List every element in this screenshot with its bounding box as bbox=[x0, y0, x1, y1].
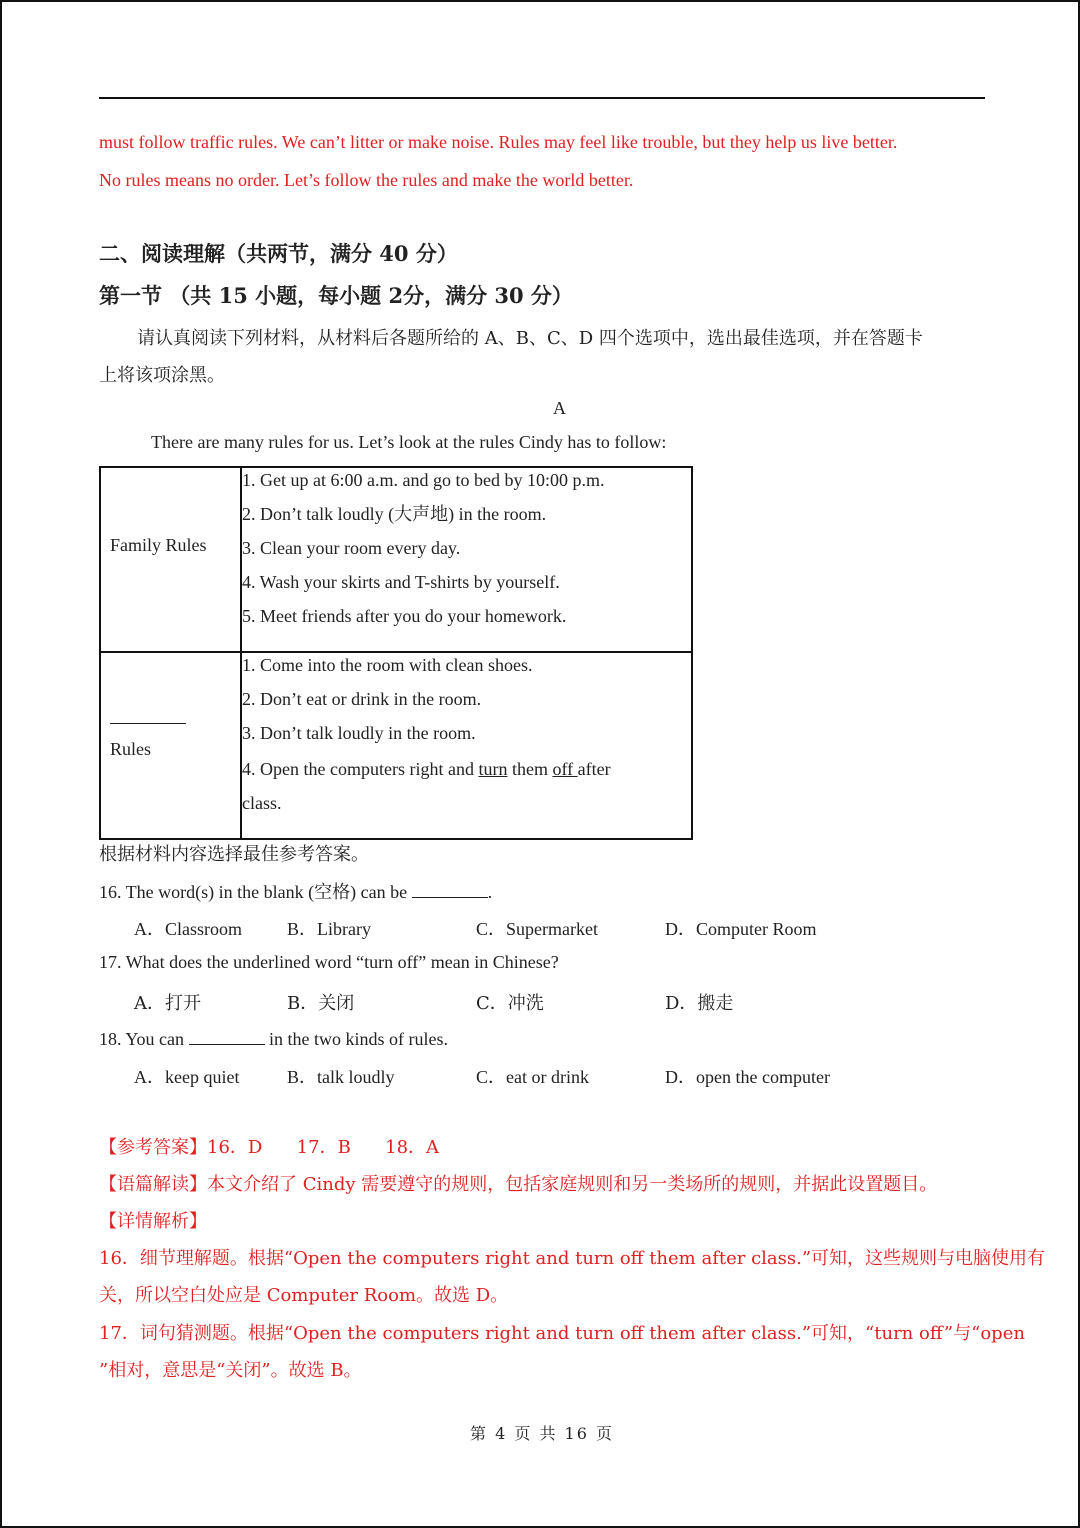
q16-explanation-line2: 关，所以空白处应是 Computer Room。故选 D。 bbox=[99, 1285, 509, 1306]
instruction-line1: 请认真阅读下列材料，从材料后各题所给的 A、B、C、D 四个选项中，选出最佳选项，并在答题卡 bbox=[137, 328, 923, 349]
passage-intro: There are many rules for us. Let’s look at the rules Cindy has to follow: bbox=[151, 432, 667, 452]
second-rules-label-cell bbox=[100, 652, 241, 839]
second-rules-row bbox=[100, 652, 692, 839]
q16-option-d[interactable]: D．Computer Room bbox=[665, 919, 817, 939]
rule4-suffix: after bbox=[577, 759, 611, 779]
red-intro-line2: No rules means no order. Let’s follow the rules and make the world better. bbox=[99, 170, 634, 190]
q17-option-c[interactable]: C．冲洗 bbox=[476, 993, 544, 1014]
family-rule-3: 3. Clean your room every day. bbox=[242, 538, 461, 558]
q16-blank bbox=[412, 879, 488, 898]
q16-option-c[interactable]: C．Supermarket bbox=[476, 919, 598, 939]
q18-option-b[interactable]: B．talk loudly bbox=[287, 1067, 395, 1087]
q16-option-b[interactable]: B．Library bbox=[287, 919, 371, 939]
q16-stem-end: . bbox=[487, 882, 493, 902]
second-rule-2: 2. Don’t eat or drink in the room. bbox=[242, 689, 482, 709]
detail-heading: 【详情解析】 bbox=[99, 1211, 207, 1232]
section-heading: 二、阅读理解（共两节，满分 40 分） bbox=[99, 241, 458, 266]
question-18 bbox=[99, 1026, 448, 1050]
q16-option-a[interactable]: A．Classroom bbox=[134, 919, 242, 939]
family-rules-items bbox=[241, 467, 692, 652]
rule4-mid: them bbox=[507, 759, 553, 779]
q17-option-a[interactable]: A．打开 bbox=[134, 993, 201, 1014]
header-divider bbox=[99, 97, 985, 99]
section-subheading: 第一节 （共 15 小题，每小题 2分，满分 30 分） bbox=[99, 283, 573, 308]
rules-blank-line bbox=[110, 723, 186, 724]
passage-letter: A bbox=[553, 398, 566, 418]
q18-stem-end: in the two kinds of rules. bbox=[264, 1029, 448, 1049]
second-rule-4 bbox=[242, 758, 691, 792]
passage-analysis: 【语篇解读】本文介绍了 Cindy 需要遵守的规则，包括家庭规则和另一类场所的规则，并据此设置题目。 bbox=[99, 1174, 938, 1195]
q18-blank bbox=[189, 1026, 265, 1045]
second-rule-3: 3. Don’t talk loudly in the room. bbox=[242, 723, 476, 743]
question-16 bbox=[99, 878, 492, 904]
q17-explanation-line1: 17．词句猜测题。根据“Open the computers right and turn off them after class.”可知，“turn off”与“open bbox=[99, 1323, 1025, 1344]
q16-explanation-line1: 16．细节理解题。根据“Open the computers right and turn off them after class.”可知，这些规则与电脑使用有 bbox=[99, 1248, 1046, 1269]
q18-option-a[interactable]: A．keep quiet bbox=[134, 1067, 240, 1087]
underlined-off: off bbox=[552, 759, 578, 779]
family-rules-label-cell bbox=[100, 467, 241, 652]
q17-option-d[interactable]: D．搬走 bbox=[665, 993, 734, 1014]
family-rule-5: 5. Meet friends after you do your homework. bbox=[242, 606, 567, 626]
family-rule-2: 2. Don’t talk loudly (大声地) in the room. bbox=[242, 504, 547, 524]
rule4-prefix: 4. Open the computers right and bbox=[242, 759, 479, 779]
page-footer: 第 4 页 共 16 页 bbox=[470, 1424, 614, 1443]
second-rule-1: 1. Come into the room with clean shoes. bbox=[242, 655, 533, 675]
instruction-line2: 上将该项涂黑。 bbox=[99, 365, 225, 386]
q17-option-b[interactable]: B．关闭 bbox=[287, 993, 355, 1014]
red-intro-line1: must follow traffic rules. We can’t litter or make noise. Rules may feel like trouble, but they help us live better. bbox=[99, 132, 898, 152]
reference-answers: 【参考答案】16．D 17．B 18．A bbox=[99, 1137, 440, 1158]
second-rules-label: Rules bbox=[110, 739, 152, 759]
underlined-turn: turn bbox=[478, 759, 508, 779]
after-table-note: 根据材料内容选择最佳参考答案。 bbox=[99, 844, 369, 865]
q18-option-c[interactable]: C．eat or drink bbox=[476, 1067, 589, 1087]
rules-table bbox=[99, 466, 693, 840]
family-rules-row bbox=[100, 467, 692, 652]
question-17: 17. What does the underlined word “turn off” mean in Chinese? bbox=[99, 952, 559, 972]
second-rules-items bbox=[241, 652, 692, 839]
q18-stem: 18. You can bbox=[99, 1029, 189, 1049]
family-rule-1: 1. Get up at 6:00 a.m. and go to bed by 10:00 p.m. bbox=[242, 470, 605, 490]
q18-option-d[interactable]: D．open the computer bbox=[665, 1067, 830, 1087]
q17-explanation-line2: ”相对，意思是“关闭”。故选 B。 bbox=[99, 1360, 362, 1381]
second-rule-4-cont: class. bbox=[242, 793, 282, 813]
family-rule-4: 4. Wash your skirts and T-shirts by yourself. bbox=[242, 572, 560, 592]
q16-stem: 16. The word(s) in the blank (空格) can be bbox=[99, 882, 412, 902]
family-rules-label: Family Rules bbox=[110, 535, 207, 555]
